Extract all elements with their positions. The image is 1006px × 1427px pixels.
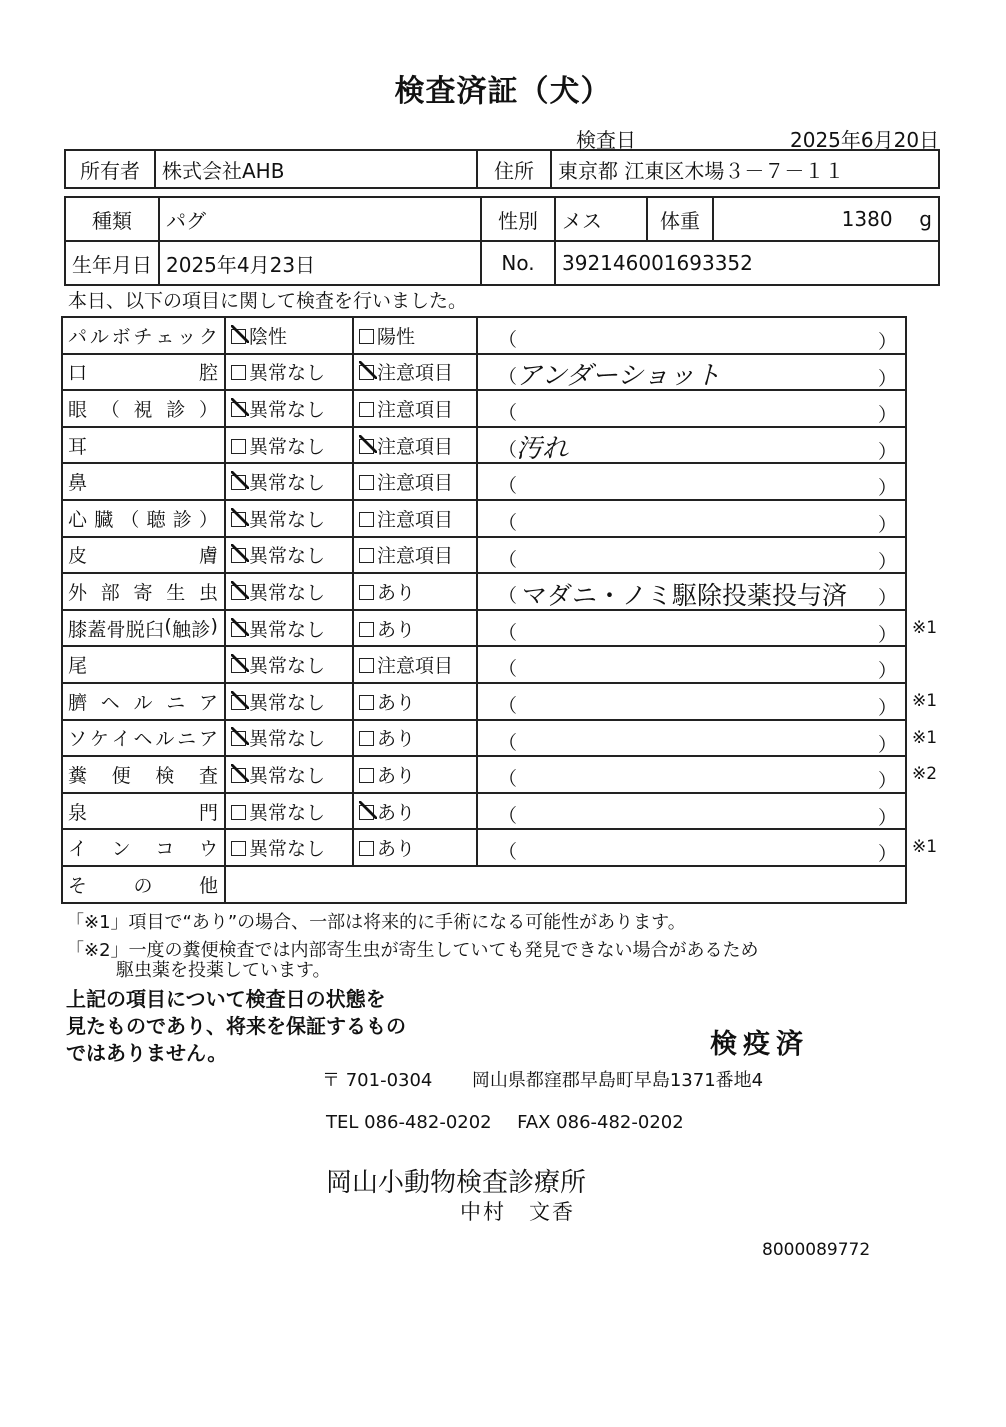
checkbox-icon bbox=[359, 622, 374, 637]
inspection-table bbox=[61, 316, 907, 904]
inspection-item-name bbox=[62, 500, 225, 537]
item-name-text: パ ル ボ チ ェ ッ ク bbox=[68, 325, 218, 348]
inspection-note: （ ） bbox=[477, 463, 906, 500]
checkbox-icon bbox=[359, 768, 374, 783]
checkbox-icon bbox=[231, 365, 246, 380]
option-b bbox=[353, 683, 477, 720]
option-a bbox=[225, 683, 353, 720]
option-label: 異常なし bbox=[249, 655, 326, 678]
inspection-note: （ ） bbox=[477, 537, 906, 574]
option-label: 注意項目 bbox=[377, 472, 454, 495]
option-a bbox=[225, 463, 353, 500]
inspection-note: （ ） bbox=[477, 317, 906, 354]
postal-code: 〒 701-0304 bbox=[322, 1070, 433, 1091]
inspection-item-name bbox=[62, 573, 225, 610]
checkbox-icon bbox=[231, 805, 246, 820]
inspection-item-name bbox=[62, 427, 225, 464]
footnote-2-line1: 「※2」一度の糞便検査では内部寄生虫が寄生していても発見できない場合があるため bbox=[66, 940, 759, 961]
disclaimer-line: 上記の項目について検査日の状態を bbox=[66, 987, 386, 1011]
checked-box-icon bbox=[231, 548, 246, 563]
option-label: 異常なし bbox=[249, 838, 326, 861]
checkbox-icon bbox=[359, 658, 374, 673]
animal-info-table bbox=[64, 196, 940, 286]
option-label: 注意項目 bbox=[377, 362, 454, 385]
inspection-row bbox=[62, 463, 906, 500]
option-label: 異常なし bbox=[249, 508, 326, 531]
weight-unit: g bbox=[919, 207, 932, 231]
option-a bbox=[225, 390, 353, 427]
address-value: 東京都 江東区木場３－７－１１ bbox=[551, 150, 939, 188]
clinic-contact bbox=[326, 1112, 684, 1133]
option-label: 異常なし bbox=[249, 764, 326, 787]
no-label: No. bbox=[481, 241, 555, 285]
clinic-name: 岡山小動物検査診療所 bbox=[326, 1168, 587, 1198]
checkbox-icon bbox=[359, 695, 374, 710]
checkbox-icon bbox=[359, 585, 374, 600]
inspection-row bbox=[62, 427, 906, 464]
inspection-row bbox=[62, 756, 906, 793]
inspection-note: （ ） bbox=[477, 829, 906, 866]
inspection-note: （ ） bbox=[477, 610, 906, 647]
checkbox-icon bbox=[359, 548, 374, 563]
sex-label: 性別 bbox=[481, 197, 555, 241]
inspection-item-name bbox=[62, 354, 225, 391]
inspection-item-name bbox=[62, 537, 225, 574]
item-name-text: 泉 門 bbox=[68, 801, 218, 824]
option-label: 注意項目 bbox=[377, 508, 454, 531]
option-a bbox=[225, 829, 353, 866]
item-name-text: 外 部 寄 生 虫 bbox=[68, 581, 218, 604]
checkbox-icon bbox=[359, 402, 374, 417]
option-label: 異常なし bbox=[249, 545, 326, 568]
option-label: 注意項目 bbox=[377, 545, 454, 568]
option-label: 注意項目 bbox=[377, 435, 454, 458]
option-label: 異常なし bbox=[249, 618, 326, 641]
owner-label: 所有者 bbox=[65, 150, 155, 188]
item-name-text: 膝 蓋 骨 脱 臼 ( 触 診 ) bbox=[68, 614, 218, 641]
option-label: 異常なし bbox=[249, 435, 326, 458]
item-name-text: 糞 便 検 査 bbox=[68, 764, 218, 787]
option-b bbox=[353, 500, 477, 537]
inspection-row bbox=[62, 720, 906, 757]
intro-text: 本日、以下の項目に関して検査を行いました。 bbox=[68, 290, 468, 312]
inspection-item-name bbox=[62, 610, 225, 647]
option-a bbox=[225, 354, 353, 391]
disclaimer-line: ではありません。 bbox=[66, 1041, 228, 1065]
inspection-item-name bbox=[62, 317, 225, 354]
checked-box-icon bbox=[359, 365, 374, 380]
inspection-item-name bbox=[62, 793, 225, 830]
option-b bbox=[353, 793, 477, 830]
option-label: 注意項目 bbox=[377, 655, 454, 678]
option-label: 異常なし bbox=[249, 801, 326, 824]
option-label: あり bbox=[377, 838, 416, 861]
checkbox-icon bbox=[359, 731, 374, 746]
option-b bbox=[353, 756, 477, 793]
option-b bbox=[353, 390, 477, 427]
clinic-address: 岡山県都窪郡早島町早島1371番地4 bbox=[471, 1070, 764, 1091]
inspection-note: （ マダニ・ノミ駆除投薬投与済 ） bbox=[477, 573, 906, 610]
footnote-mark: ※1 bbox=[912, 617, 938, 638]
document-number: 8000089772 bbox=[762, 1240, 871, 1260]
footnote-mark: ※1 bbox=[912, 691, 938, 711]
option-b bbox=[353, 427, 477, 464]
option-a bbox=[225, 610, 353, 647]
option-b bbox=[353, 463, 477, 500]
inspection-item-name bbox=[62, 756, 225, 793]
option-a bbox=[225, 537, 353, 574]
item-name-text: 臍 ヘ ル ニ ア bbox=[68, 691, 218, 714]
note-text: 汚れ bbox=[516, 433, 569, 464]
inspection-item-name bbox=[62, 829, 225, 866]
other-label-text: そ の 他 bbox=[68, 874, 218, 897]
option-label: あり bbox=[377, 728, 416, 751]
option-label: 異常なし bbox=[249, 472, 326, 495]
option-label: 異常なし bbox=[249, 398, 326, 421]
inspection-note: （ ） bbox=[477, 683, 906, 720]
checked-box-icon bbox=[231, 768, 246, 783]
owner-table bbox=[64, 149, 940, 189]
inspection-row bbox=[62, 829, 906, 866]
option-label: あり bbox=[377, 691, 416, 714]
inspection-row bbox=[62, 537, 906, 574]
inspection-note: （ ） bbox=[477, 646, 906, 683]
checkbox-icon bbox=[359, 512, 374, 527]
clinic-tel: TEL 086-482-0202 bbox=[326, 1112, 492, 1133]
other-value bbox=[225, 866, 906, 903]
inspection-row bbox=[62, 317, 906, 354]
option-label: あり bbox=[377, 801, 416, 824]
address-label: 住所 bbox=[477, 150, 551, 188]
option-label: あり bbox=[377, 618, 416, 641]
disclaimer-line: 見たものであり、将来を保証するもの bbox=[66, 1014, 406, 1038]
inspection-note: （ ） bbox=[477, 793, 906, 830]
option-label: 異常なし bbox=[249, 362, 326, 385]
option-label: あり bbox=[377, 581, 416, 604]
inspection-note: （ 汚れ ） bbox=[477, 427, 906, 464]
inspection-item-name bbox=[62, 390, 225, 427]
item-name-text: 尾 bbox=[68, 655, 88, 678]
item-name-text: 鼻 bbox=[68, 472, 88, 495]
checked-box-icon bbox=[231, 695, 246, 710]
option-a bbox=[225, 427, 353, 464]
inspection-note: （ ） bbox=[477, 500, 906, 537]
clinic-address-line bbox=[322, 1066, 763, 1092]
option-a bbox=[225, 793, 353, 830]
disclaimer bbox=[66, 986, 406, 1067]
inspection-row bbox=[62, 683, 906, 720]
checkbox-icon bbox=[231, 439, 246, 454]
item-name-text: 皮 膚 bbox=[68, 545, 218, 568]
option-a bbox=[225, 573, 353, 610]
weight-cell bbox=[713, 197, 939, 241]
checked-box-icon bbox=[231, 329, 246, 344]
note-text: アンダーショット bbox=[516, 360, 721, 391]
exam-date: 2025年6月20日 bbox=[790, 128, 940, 152]
inspection-row bbox=[62, 573, 906, 610]
inspection-note: （ ） bbox=[477, 390, 906, 427]
footnote-mark: ※1 bbox=[912, 837, 938, 858]
footnote-2-line2: 駆虫薬を投薬しています。 bbox=[116, 960, 331, 981]
option-label: 異常なし bbox=[249, 581, 326, 604]
checked-box-icon bbox=[231, 585, 246, 600]
item-name-text: 耳 bbox=[68, 435, 88, 458]
inspection-row bbox=[62, 354, 906, 391]
checkbox-icon bbox=[359, 475, 374, 490]
inspection-note: （ アンダーショット ） bbox=[477, 354, 906, 391]
option-b bbox=[353, 610, 477, 647]
checked-box-icon bbox=[231, 512, 246, 527]
sex-value: メス bbox=[555, 197, 647, 241]
option-a bbox=[225, 756, 353, 793]
checked-box-icon bbox=[231, 658, 246, 673]
no-value: 392146001693352 bbox=[555, 241, 939, 285]
option-b bbox=[353, 317, 477, 354]
inspection-item-name bbox=[62, 463, 225, 500]
option-a bbox=[225, 500, 353, 537]
option-a bbox=[225, 317, 353, 354]
footnote-mark: ※2 bbox=[912, 764, 938, 785]
option-label: 陽性 bbox=[377, 325, 416, 348]
checkbox-icon bbox=[359, 841, 374, 856]
option-a bbox=[225, 646, 353, 683]
breed-value: パグ bbox=[159, 197, 481, 241]
inspection-row bbox=[62, 793, 906, 830]
note-text: マダニ・ノミ駆除投薬投与済 bbox=[522, 581, 848, 610]
quarantine-stamp: 検疫済 bbox=[710, 1029, 809, 1060]
option-b bbox=[353, 646, 477, 683]
footnote-1: 「※1」項目で“あり”の場合、一部は将来的に手術になる可能性があります。 bbox=[66, 912, 686, 933]
item-name-text: 眼 （ 視 診 ） bbox=[68, 398, 218, 421]
option-b bbox=[353, 829, 477, 866]
item-name-text: 心 臓 （ 聴 診 ） bbox=[68, 508, 218, 531]
option-label: 異常なし bbox=[249, 728, 326, 751]
other-label bbox=[62, 866, 225, 903]
inspection-row bbox=[62, 646, 906, 683]
owner-value: 株式会社AHB bbox=[155, 150, 477, 188]
breed-label: 種類 bbox=[65, 197, 159, 241]
item-name-text: ソ ケ イ ヘ ル ニ ア bbox=[68, 728, 218, 751]
option-label: あり bbox=[377, 764, 416, 787]
inspection-item-name bbox=[62, 683, 225, 720]
checked-box-icon bbox=[231, 731, 246, 746]
checked-box-icon bbox=[231, 402, 246, 417]
inspection-row bbox=[62, 500, 906, 537]
inspection-note: （ ） bbox=[477, 720, 906, 757]
footnote-mark: ※1 bbox=[912, 727, 938, 748]
inspection-row bbox=[62, 390, 906, 427]
option-b bbox=[353, 573, 477, 610]
inspection-item-name bbox=[62, 720, 225, 757]
dob-value: 2025年4月23日 bbox=[159, 241, 481, 285]
checked-box-icon bbox=[359, 805, 374, 820]
option-label: 陰性 bbox=[249, 325, 288, 348]
checkbox-icon bbox=[359, 329, 374, 344]
checked-box-icon bbox=[231, 622, 246, 637]
checkbox-icon bbox=[231, 841, 246, 856]
inspection-row bbox=[62, 610, 906, 647]
vet-name: 中村 文香 bbox=[460, 1200, 575, 1224]
dob-label: 生年月日 bbox=[65, 241, 159, 285]
option-b bbox=[353, 354, 477, 391]
checked-box-icon bbox=[231, 475, 246, 490]
option-b bbox=[353, 720, 477, 757]
option-b bbox=[353, 537, 477, 574]
option-label: 注意項目 bbox=[377, 398, 454, 421]
exam-date-label: 検査日 bbox=[576, 128, 636, 152]
clinic-fax: FAX 086-482-0202 bbox=[517, 1112, 684, 1133]
weight-label: 体重 bbox=[647, 197, 713, 241]
option-label: 異常なし bbox=[249, 691, 326, 714]
item-name-text: 口 腔 bbox=[68, 362, 218, 385]
option-a bbox=[225, 720, 353, 757]
document-title: 検査済証（犬） bbox=[394, 74, 612, 109]
item-name-text: イ ン コ ウ bbox=[68, 838, 218, 861]
inspection-item-name bbox=[62, 646, 225, 683]
inspection-note: （ ） bbox=[477, 756, 906, 793]
weight-value: 1380 bbox=[841, 207, 893, 231]
checked-box-icon bbox=[359, 439, 374, 454]
